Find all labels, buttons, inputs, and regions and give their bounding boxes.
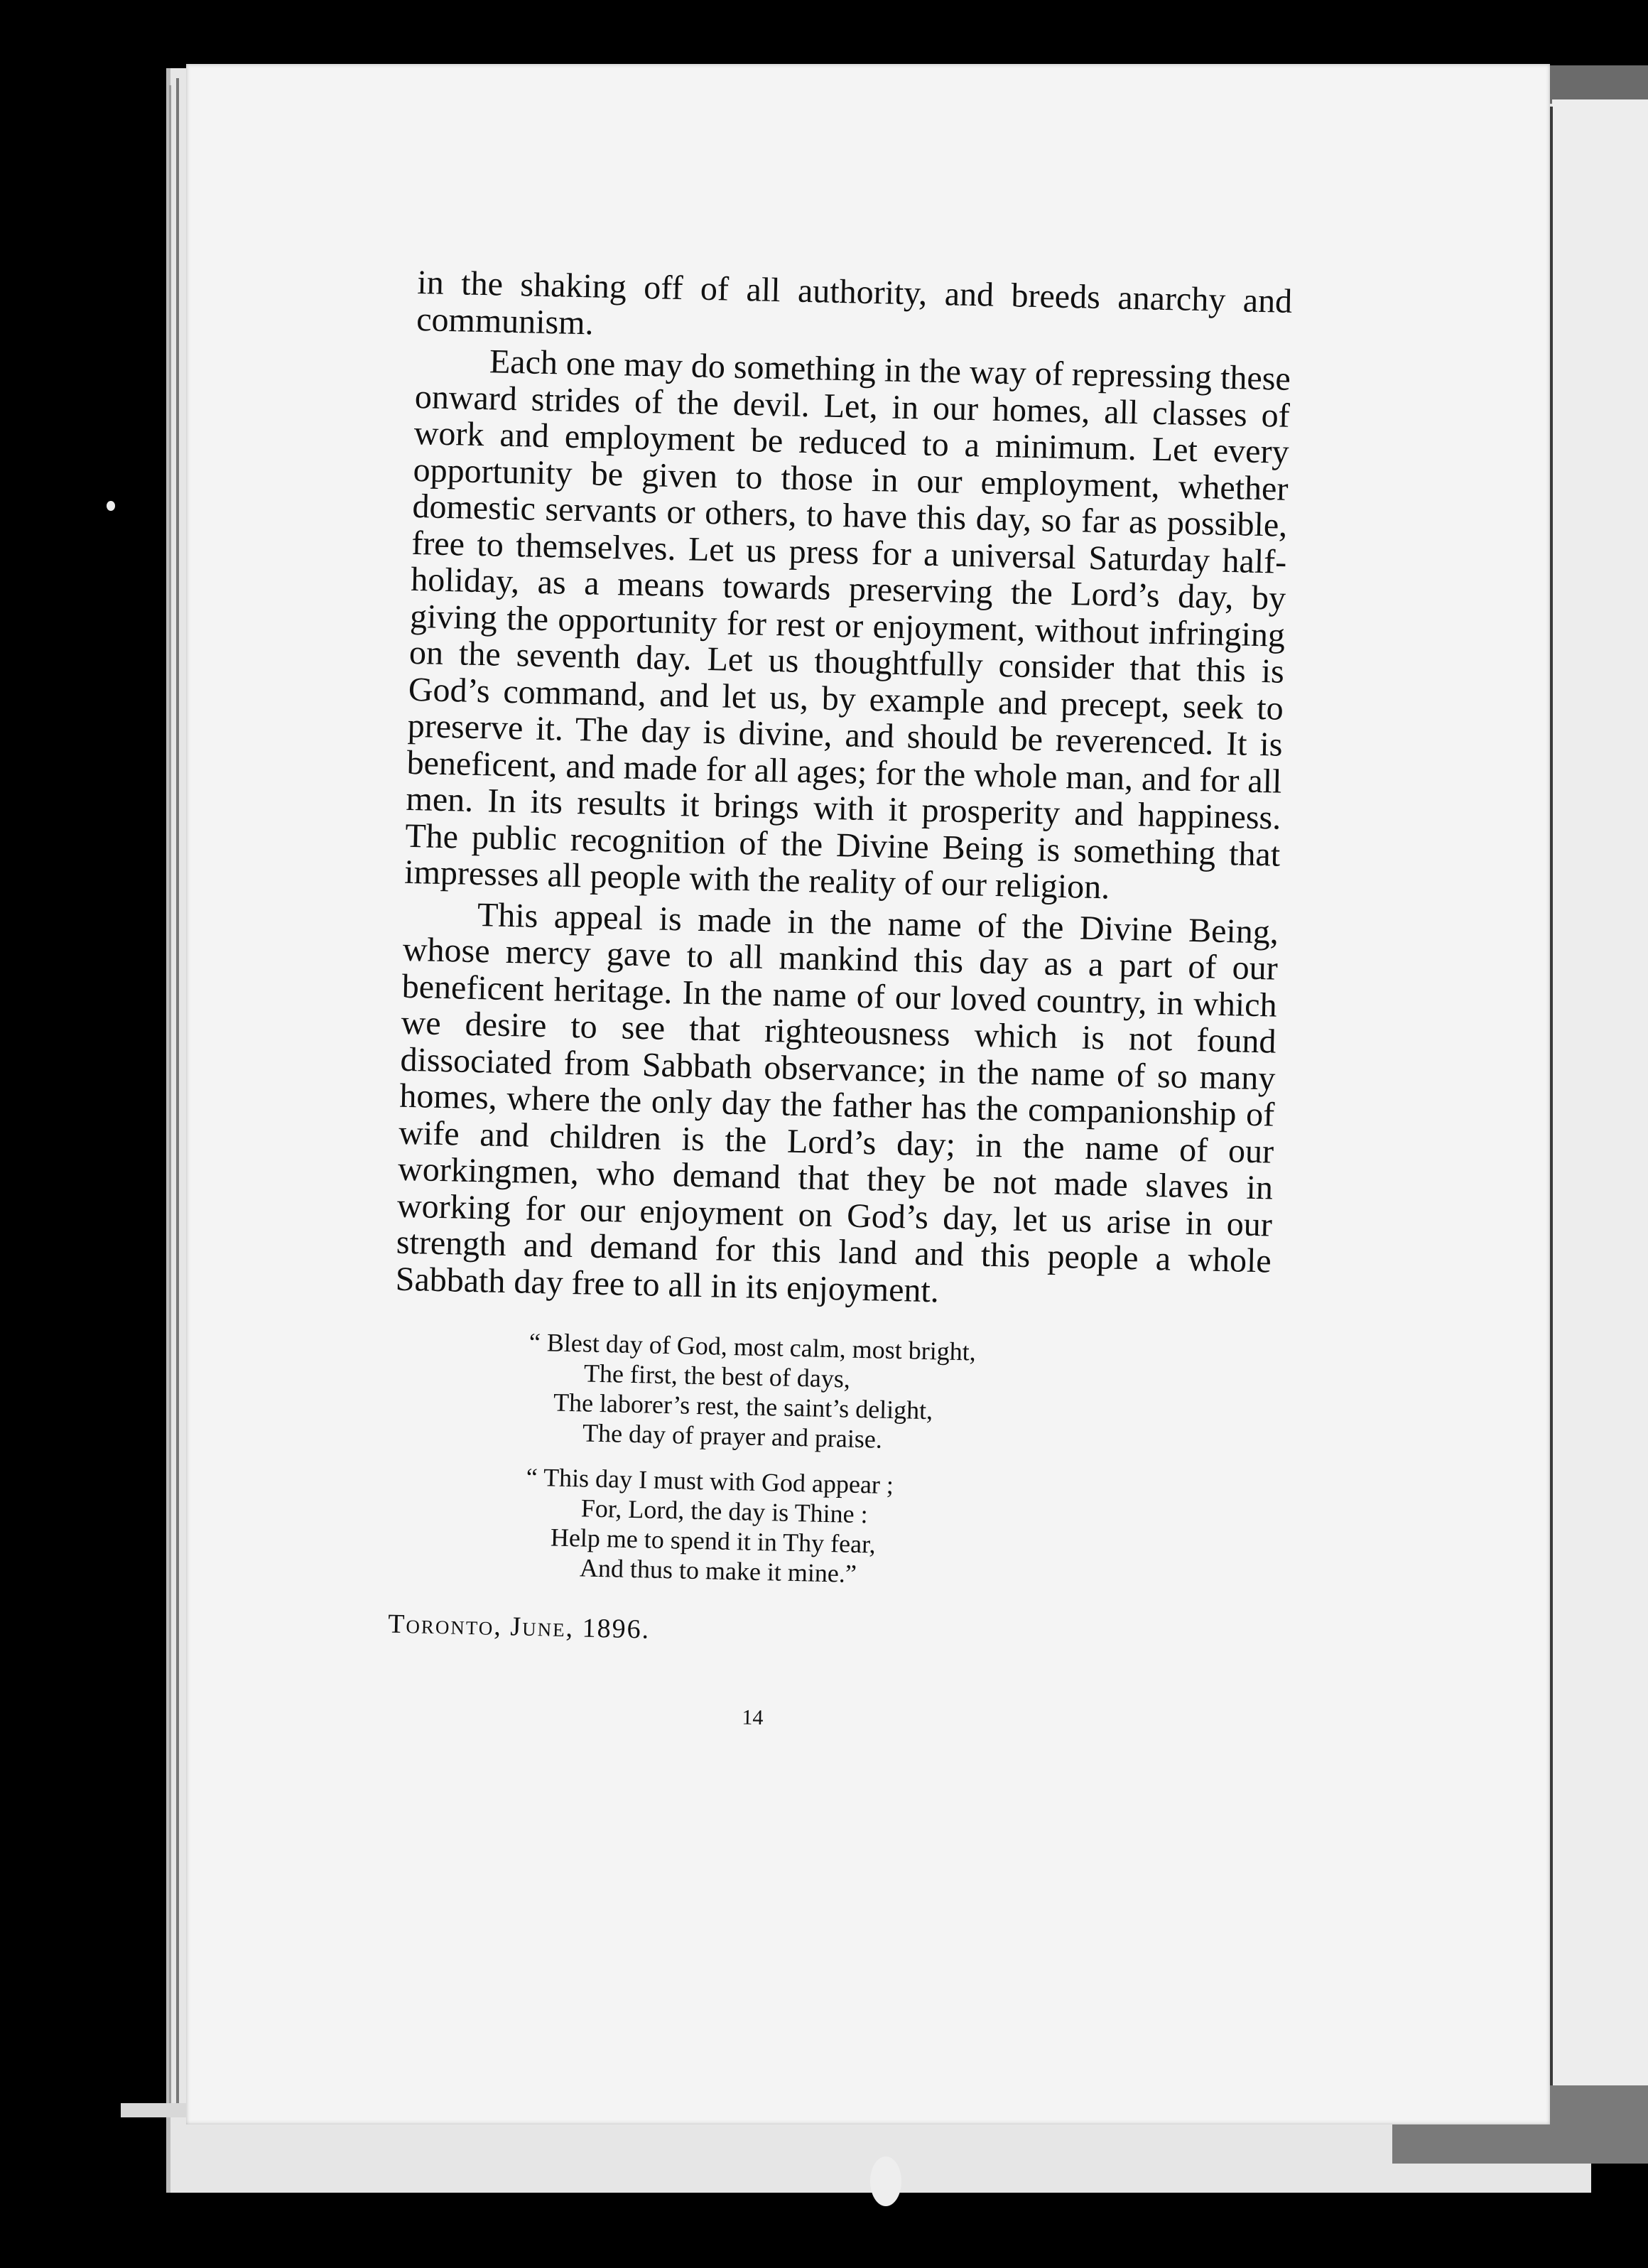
poem-line: Help me to spend it in Thy fear, bbox=[550, 1523, 877, 1559]
scan-speck bbox=[107, 501, 115, 511]
poem-line: “ Blest day of God, most calm, most bright, bbox=[528, 1327, 977, 1366]
poem-line: The day of prayer and praise. bbox=[582, 1418, 883, 1454]
poem-stanza bbox=[524, 1462, 1267, 1598]
facing-page bbox=[1552, 99, 1648, 2117]
paragraph: This appeal is made in the name of the Divine Being, whose mercy gave to all mankind this day as a part of our beneficent heritage. In the name of our loved country, in which we desire to see that righteousness which is not found dissociated from Sabbath observance; in the name of so many homes, where the only day the father has the companionship of wife and children is the Lord’s day; in the name of our workingmen, who demand that they be not made slaves in working for our enjoyment on God’s day, let us arise in our strength and demand for this land and this people a whole Sabbath day free to all in its enjoyment. bbox=[395, 895, 1279, 1310]
signoff: Toronto, June, 1896. bbox=[387, 1609, 651, 1645]
poem-line: And thus to make it mine.” bbox=[579, 1553, 857, 1588]
page-edge bbox=[176, 78, 179, 2110]
poem-line: For, Lord, the day is Thine : bbox=[580, 1494, 869, 1529]
paragraph: in the shaking off of all authority, and breeds anarchy and communism. bbox=[416, 264, 1293, 342]
page-edge bbox=[169, 85, 171, 2110]
poem-line: “ This day I must with God appear ; bbox=[526, 1462, 894, 1500]
scan-speck bbox=[870, 2156, 901, 2206]
page-number: 14 bbox=[742, 1705, 764, 1730]
poem-line: The laborer’s rest, the saint’s delight, bbox=[553, 1388, 933, 1425]
poem-line: The first, the best of days, bbox=[583, 1359, 851, 1393]
paragraph: Each one may do something in the way of repressing these onward strides of the devil. Let, in our homes, all classes of work and employment be reduced to a minimum. Let every opportunity be given to those in our employment, whether domestic servants or others, to have this day, so far as possible, free to themselves. Let us press for a universal Saturday half-holiday, as a means towards preserving the Lord’s day, by giving the opportunity for rest or enjoyment, without infringing on the seventh day. Let us thoughtfully consider that this is God’s command, and let us, by example and precept, seek to preserve it. The day is divine, and should be reverenced. It is beneficent, and made for all ages; for the whole man, and for all men. In its results it brings with it prosperity and happiness. The public recognition of the Divine Being is something that impresses all people with the reality of our religion. bbox=[403, 342, 1291, 907]
document-body bbox=[386, 264, 1292, 1741]
poem-stanza bbox=[527, 1327, 1269, 1463]
poem bbox=[524, 1327, 1270, 1598]
